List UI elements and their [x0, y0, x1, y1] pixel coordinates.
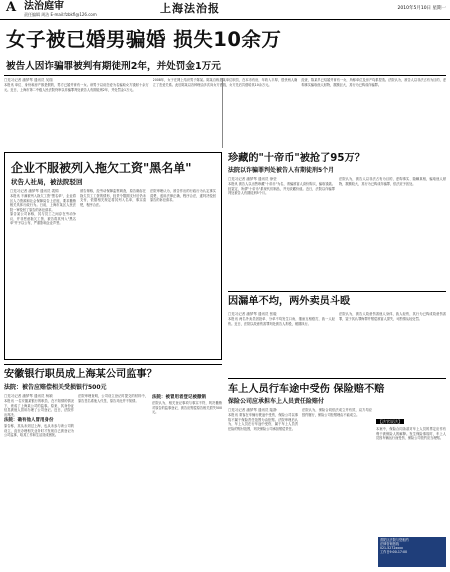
bank-paragraph: 法院认为，相关登记事项与事实不符，判决撤销对原告的监事登记，被告应赔偿原告相关损失500元。	[152, 401, 222, 414]
bank-body	[4, 394, 222, 568]
box-subheadline: 状告人社局，被法院驳回	[11, 178, 83, 186]
box-paragraph: 法院审理认为，被告作出的行政行为认定事实清楚，适用法律正确，程序合法，遂判决驳回原告的诉讼请求。	[150, 189, 216, 202]
fight-body	[228, 312, 446, 372]
lead-byline: □见习记者 潘梦琴 通讯员 吴瑞	[4, 78, 53, 82]
bank-paragraph: 本报讯 一名安徽某银行的职员，在不知情的情况下，竟成了上海某公司的监事。原来，其身份证信息被他人冒用办理了公司登记。近日，法院作出判决。	[4, 399, 74, 417]
section-letter: A	[6, 0, 17, 15]
bank-byline: □见习记者 潘梦琴 通讯员 杨颖	[4, 394, 53, 398]
bank-paragraph: 原告称，其从未到过上海，也从未参与该公司的设立，直至办理相关业务时才发现自己被登记为公司监事，给其工作和生活造成困扰。	[4, 424, 74, 437]
ad-line: 021-5272xxxx	[380, 546, 403, 550]
bank-section-head: 法院：被冒用者登记被撤销	[152, 395, 206, 400]
gold-headline: 珍藏的"十帝币"被抢了95万？	[228, 153, 365, 164]
issue-date: 2010年5月10日 星期一	[397, 6, 446, 11]
ad-line: 法律咨询热线	[380, 542, 400, 546]
boxed-story	[4, 152, 222, 360]
ad-line: 普陀区法院与您相约	[380, 538, 409, 542]
box-paragraph: 原告某公司诉称，其与员工之间存在劳动争议，并非恶意拖欠工资，被告将其列入"黑名单"并予以公布，严重影响企业声誉。	[10, 212, 76, 225]
lead-subheadline: 被告人因诈骗罪被判有期徒刑2年，并处罚金1万元	[6, 61, 221, 72]
box-paragraph: 被告辩称，经劳动保障监察调查，原告确存在拖欠员工工资的情形，经责令限期支付后仍未支付，依据相关规定将其列入名单，事实清楚，程序合法。	[80, 189, 146, 207]
gold-paragraph: 本报讯 被告人以出售珍藏"十帝币"为名，诱骗被害人高价购买，骗取钱款。经鉴定，所谓"十帝币"系现代仿制品，并无收藏价值。近日，法院以诈骗罪判处被告人有期徒刑5个月。	[228, 182, 335, 195]
lead-paragraph: 本报讯 单位、身份和房产都是假的，男方已婚并育有一女。该男子以谈恋爱为名骗取女方钱财十余万元。近日，上海市第二中级人民法院终审以诈骗罪判处被告人有期徒刑2年，并处罚金1万元。	[4, 83, 149, 92]
law-tip-tag: 【法官说法】	[378, 419, 402, 424]
editor-meta: 责任编辑 周洁 E-mail:fzbkfl@126.com	[24, 12, 97, 17]
car-paragraph: 本报讯 乘客在车辆行驶途中受伤，保险公司以事故不属于保险责任范围为由拒赔。法院审理后认为，车上人员在行车途中受伤，属于车上人员责任险的赔付范围，判决保险公司承担赔偿责任。	[228, 413, 298, 431]
gold-subheadline: 法院以诈骗罪判处被告人有期徒刑5个月	[228, 167, 335, 174]
law-tip-paragraph: 本案中，保险合同条款对车上人员的界定应作有利于被保险人的解释。发生保险事故时，车上人员因车辆运行而受伤，保险公司依约应当理赔。	[376, 427, 446, 440]
section-name: 法治庭审	[24, 1, 64, 12]
bank-section-head: 法院：确有他人冒用身份	[4, 418, 54, 423]
gold-body	[228, 177, 446, 289]
box-byline: □见习记者 潘梦琴 通讯员 裴锦	[10, 189, 59, 193]
box-paragraph: 本报讯 不满被列入拖欠工资"黑名单"，企业将区人力资源和社会保障局告上法庭，要求撤销相关具体行政行为。日前，上海市某区人民法院一审驳回了原告的诉讼请求。	[10, 194, 76, 212]
newspaper-brand: 上海法治报	[160, 2, 220, 15]
gold-paragraph: 法院认为，被告人以非法占有为目的，虚构事实、隐瞒真相，骗取他人财物，数额较大，其行为已构成诈骗罪，依法应予惩处。	[339, 177, 446, 186]
lead-paragraph: 2008年，女子在网上结识男子陈某。陈某自称是某单位职员，在本市有房，年收入丰厚，很快两人确立了恋爱关系。此后陈某以各种理由多次向女方借钱，女方先后共借给其10余万元。	[152, 78, 298, 87]
car-byline: □见习记者 潘梦琴 通讯员 陆静	[228, 408, 277, 412]
gold-byline: □见习记者 潘梦琴 通讯员 徐莹	[228, 177, 277, 181]
fight-paragraph: 法院认为，被告人故意伤害他人身体，致人轻伤，其行为已构成故意伤害罪，鉴于其认罪悔罪并赔偿被害人损失，可酌情从轻处罚。	[339, 312, 446, 321]
lead-paragraph: 经查，陈某早已结婚并育有一女，所称单位及房产均系捏造。法院认为，被告人以非法占有为目的，虚构事实骗取他人财物，数额巨大，其行为已构成诈骗罪。	[301, 78, 447, 87]
advertisement-box	[378, 537, 446, 567]
fight-headline: 因漏单不均，两外卖员斗殴	[228, 296, 351, 307]
lead-headline: 女子被已婚男骗婚 损失10余万	[6, 28, 282, 51]
lead-body	[4, 78, 446, 148]
masthead	[0, 0, 450, 20]
ad-line: 工作日9:00-17:00	[380, 550, 408, 554]
car-body	[228, 408, 446, 532]
car-paragraph: 法院认为，保险合同依法成立并有效，双方均应按约履行，保险公司拒赔理由不能成立。	[302, 408, 372, 417]
box-headline: 企业不服被列入拖欠工资"黑名单"	[11, 161, 192, 175]
bank-headline: 安徽银行职员成上海某公司监事？	[4, 369, 157, 380]
car-subheadline: 保险公司应承担车上人员责任险赔付	[228, 398, 325, 405]
bank-paragraph: 法院审理查明，公司设立登记时提交的材料中，原告签名系他人代签，原告对此并不知情。	[78, 394, 148, 403]
car-headline: 车上人员行车途中受伤 保险赔不赔	[228, 384, 385, 395]
fight-paragraph: 本报讯 两名外卖员因抢单、分单不均发生口角，继而互相殴打，致一人轻伤。近日，法院以故意伤害罪判处被告人拘役，缓期执行。	[228, 317, 335, 326]
fight-byline: □见习记者 潘梦琴 通讯员 张璇	[228, 312, 277, 316]
bank-subheadline: 法院：被告应赔偿相关受损银行500元	[4, 384, 107, 391]
